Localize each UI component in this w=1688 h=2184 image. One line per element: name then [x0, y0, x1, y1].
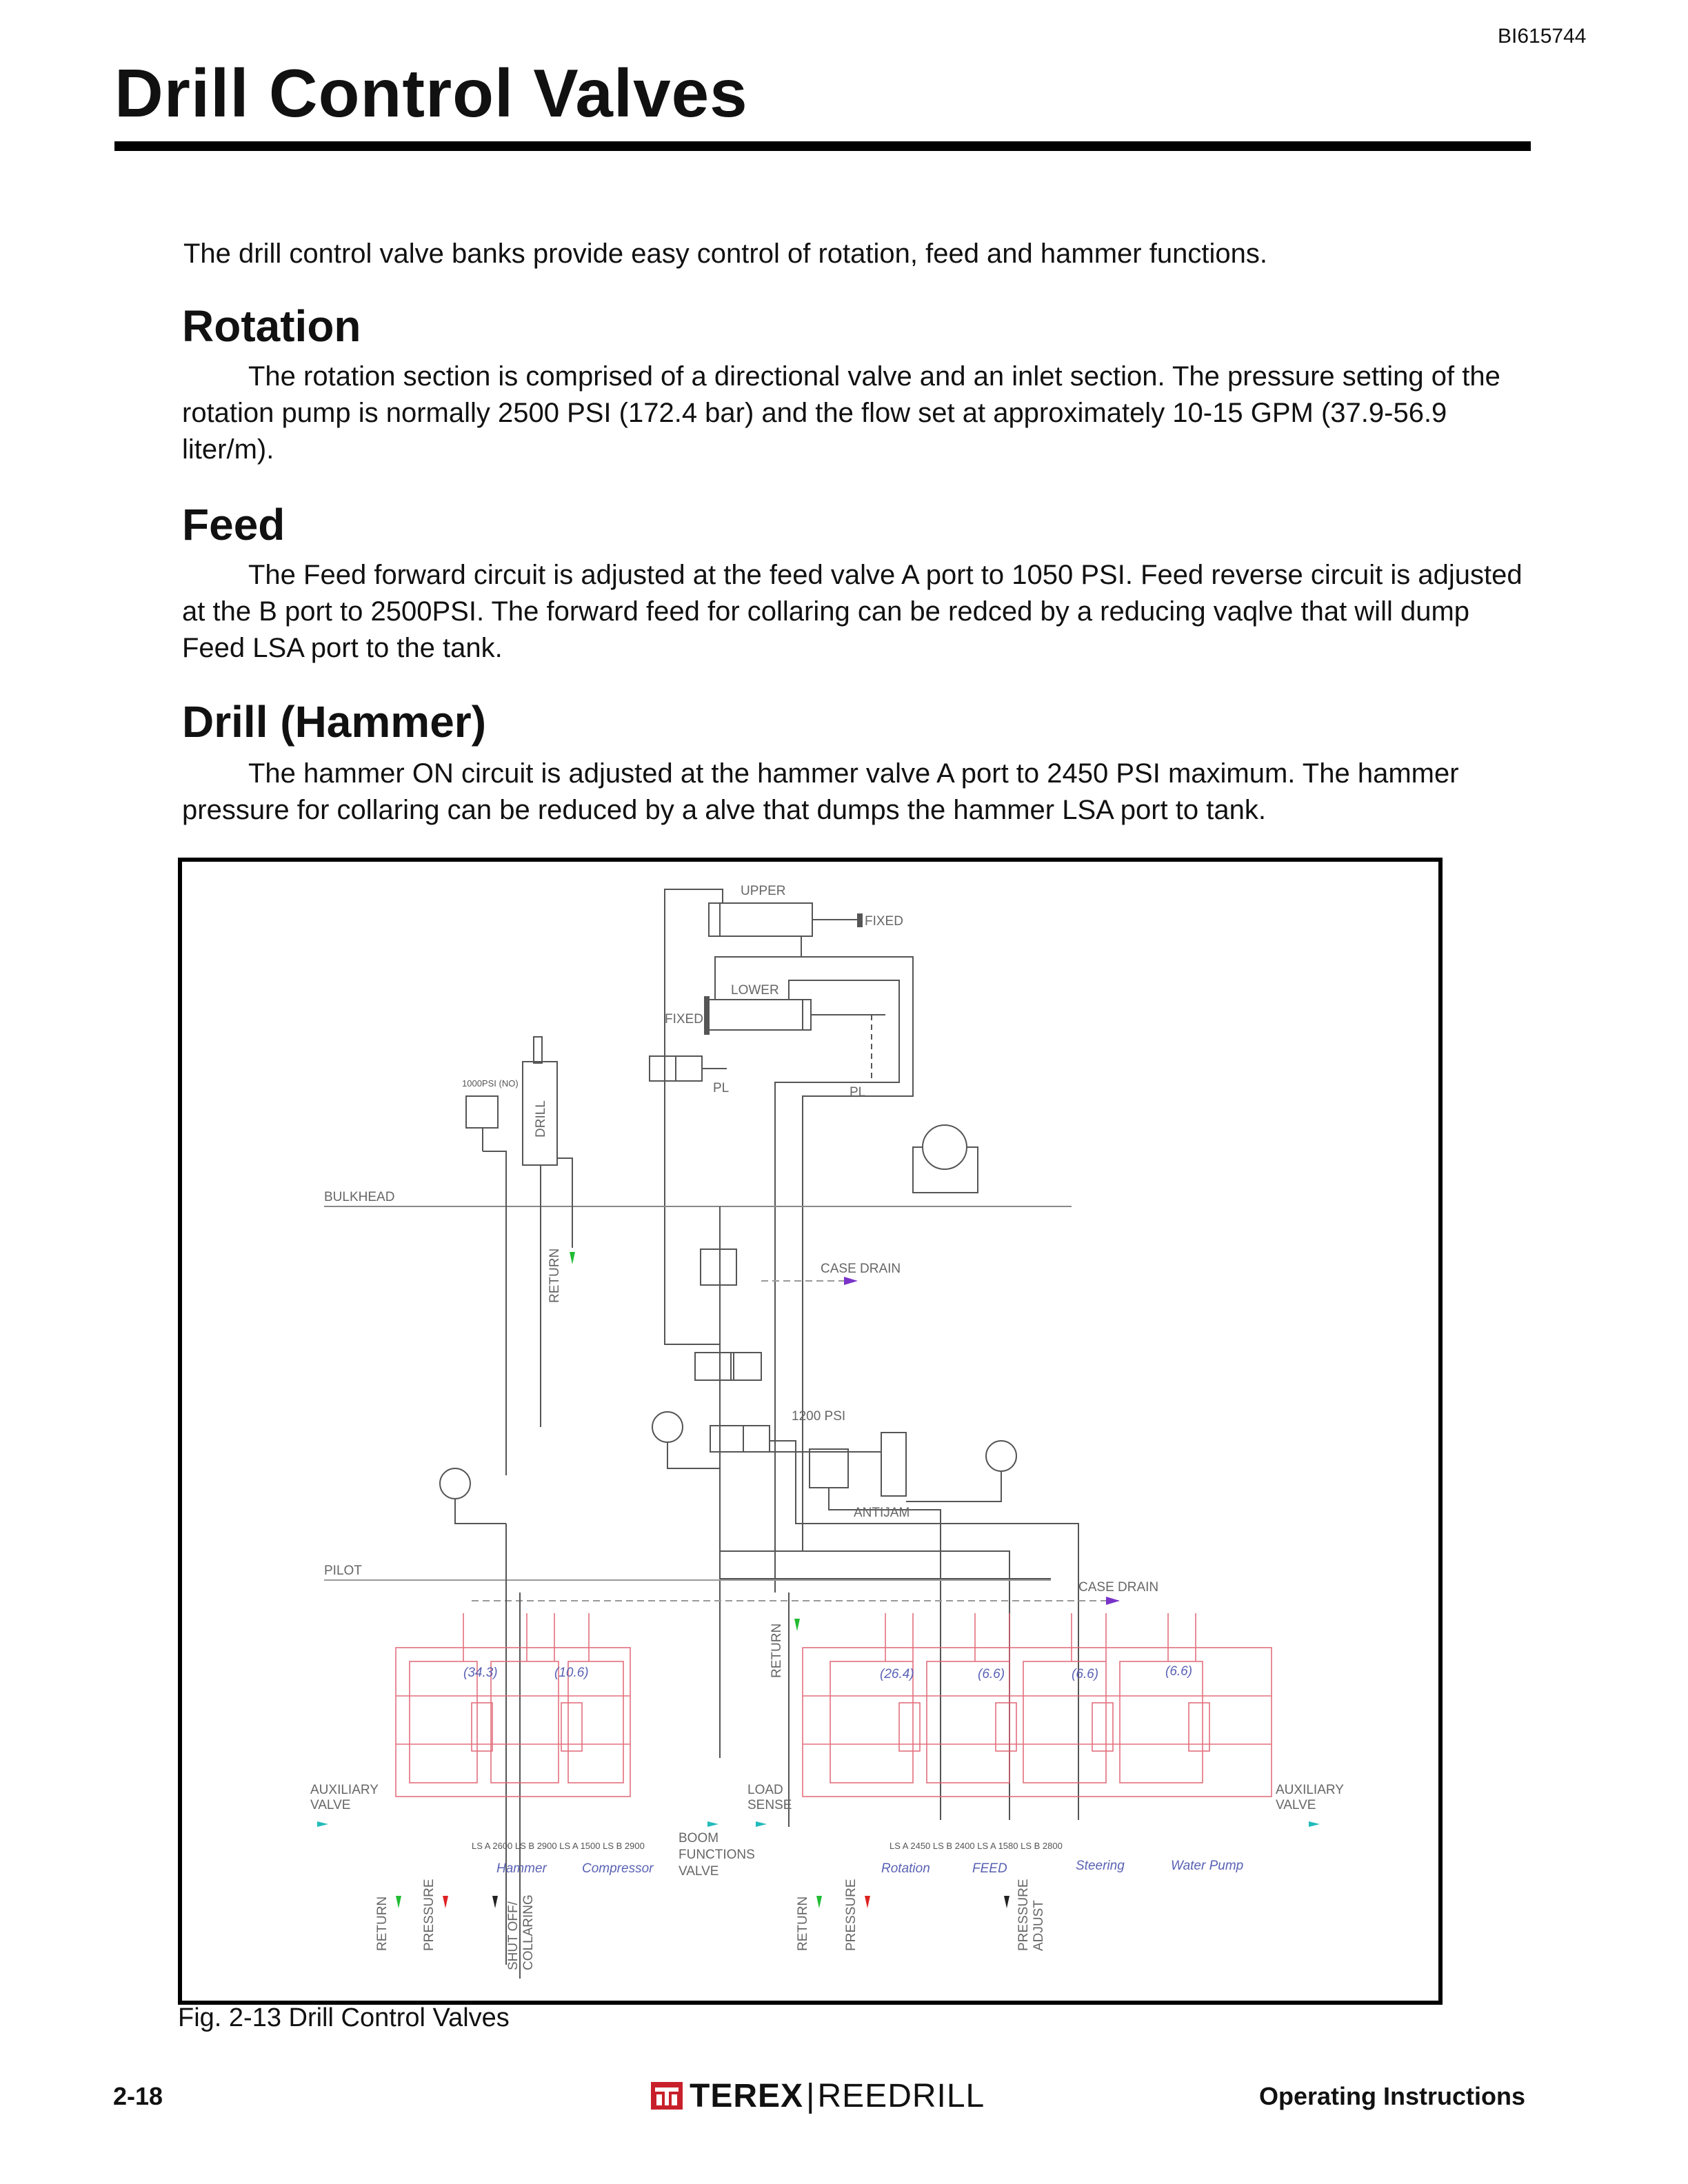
section-body-hammer: The hammer ON circuit is adjusted at the hammer valve A port to 2450 PSI maximum. The hammer pressure for collaring can be reduced by a alve that dumps the hammer LSA port to tank.: [182, 758, 1459, 825]
page-title: Drill Control Valves: [114, 55, 748, 131]
label-load-sense-2: SENSE: [747, 1798, 792, 1812]
label-case-drain-top: CASE DRAIN: [821, 1262, 901, 1276]
label-section-water-pump: Water Pump: [1171, 1859, 1244, 1873]
label-1200-psi: 1200 PSI: [792, 1409, 846, 1424]
label-flow-r2: (6.6): [978, 1667, 1005, 1681]
label-return-br: RETURN: [796, 1896, 810, 1951]
label-load-sense-1: LOAD: [747, 1783, 783, 1797]
doc-id: BI615744: [1498, 25, 1587, 48]
label-return-top: RETURN: [547, 1248, 562, 1303]
section-heading-hammer: Drill (Hammer): [182, 697, 486, 747]
label-boom-2: FUNCTIONS: [679, 1848, 755, 1862]
label-pl-left: PL: [713, 1081, 730, 1095]
label-bulkhead: BULKHEAD: [324, 1190, 395, 1204]
footer-page-number: 2-18: [113, 2082, 163, 2110]
brand-separator: |: [806, 2077, 815, 2114]
label-fixed-top: FIXED: [865, 914, 903, 929]
label-section-steering: Steering: [1076, 1859, 1125, 1873]
label-aux-right-2: VALVE: [1276, 1798, 1316, 1812]
label-antijam: ANTIJAM: [854, 1506, 910, 1520]
section-body-rotation: The rotation section is comprised of a directional valve and an inlet section. The pressure setting of the rotation pump is normally 2500 PSI (172.4 bar) and the flow set at approximately 10-15 GPM (37.9-56.9 liter/m).: [182, 361, 1500, 465]
label-upper: UPPER: [741, 884, 786, 898]
label-aux-left-1: AUXILIARY: [310, 1783, 379, 1797]
title-rule: [114, 141, 1531, 151]
label-section-feed: FEED: [972, 1861, 1007, 1876]
label-boom-1: BOOM: [679, 1831, 719, 1846]
section-body-feed: The Feed forward circuit is adjusted at the feed valve A port to 1050 PSI. Feed reverse circuit is adjusted at the B port to 2500PSI. The forward feed for collaring can be redced by a reducing vaqlve that will dump Feed LSA port to the tank.: [182, 560, 1523, 663]
section-heading-rotation: Rotation: [182, 301, 361, 351]
label-pl-right: PL: [850, 1085, 866, 1100]
label-ports-left: LS A 2600 LS B 2900 LS A 1500 LS B 2900: [472, 1841, 645, 1851]
label-flow-r4: (6.6): [1165, 1664, 1193, 1679]
label-no-valve: 1000PSI (NO): [462, 1078, 519, 1089]
label-pilot: PILOT: [324, 1564, 362, 1578]
label-section-rotation: Rotation: [881, 1861, 930, 1876]
hydraulic-schematic-figure: [178, 858, 1443, 2005]
intro-paragraph: The drill control valve banks provide easy control of rotation, feed and hammer functions.: [183, 239, 1267, 269]
label-shutoff-1: SHUT OFF/: [506, 1901, 521, 1970]
label-section-hammer: Hammer: [496, 1861, 547, 1876]
label-return-bl: RETURN: [375, 1896, 390, 1951]
label-drill: DRILL: [534, 1100, 548, 1138]
hydraulic-schematic: [182, 862, 1438, 2001]
label-return-mid: RETURN: [770, 1623, 784, 1678]
label-section-compressor: Compressor: [582, 1861, 654, 1876]
label-boom-3: VALVE: [679, 1864, 719, 1879]
brand-primary: TEREX: [690, 2077, 804, 2114]
terex-logo-icon: [651, 2082, 683, 2110]
label-lower: LOWER: [731, 983, 779, 998]
footer-brand: [651, 2076, 985, 2115]
label-pressure-adjust-1: PRESSURE: [1016, 1879, 1031, 1951]
label-flow-r3: (6.6): [1072, 1667, 1099, 1681]
label-pressure-br: PRESSURE: [844, 1879, 858, 1951]
section-heading-feed: Feed: [182, 500, 285, 549]
label-case-drain-bottom: CASE DRAIN: [1078, 1580, 1159, 1595]
label-flow-r1: (26.4): [880, 1667, 914, 1681]
brand-secondary: REEDRILL: [817, 2077, 985, 2114]
label-pressure-adjust-2: ADJUST: [1032, 1900, 1046, 1951]
label-shutoff-2: COLLARING: [521, 1894, 536, 1970]
label-aux-right-1: AUXILIARY: [1276, 1783, 1344, 1797]
label-fixed-left: FIXED: [665, 1012, 703, 1027]
label-ports-right: LS A 2450 LS B 2400 LS A 1580 LS B 2800: [890, 1841, 1063, 1851]
label-flow-l2: (10.6): [554, 1666, 589, 1680]
figure-caption: Fig. 2-13 Drill Control Valves: [178, 2003, 510, 2032]
label-flow-l1: (34.3): [463, 1666, 498, 1680]
label-pressure-bl: PRESSURE: [422, 1879, 436, 1951]
footer-section-name: Operating Instructions: [1259, 2082, 1526, 2110]
label-aux-left-2: VALVE: [310, 1798, 351, 1812]
